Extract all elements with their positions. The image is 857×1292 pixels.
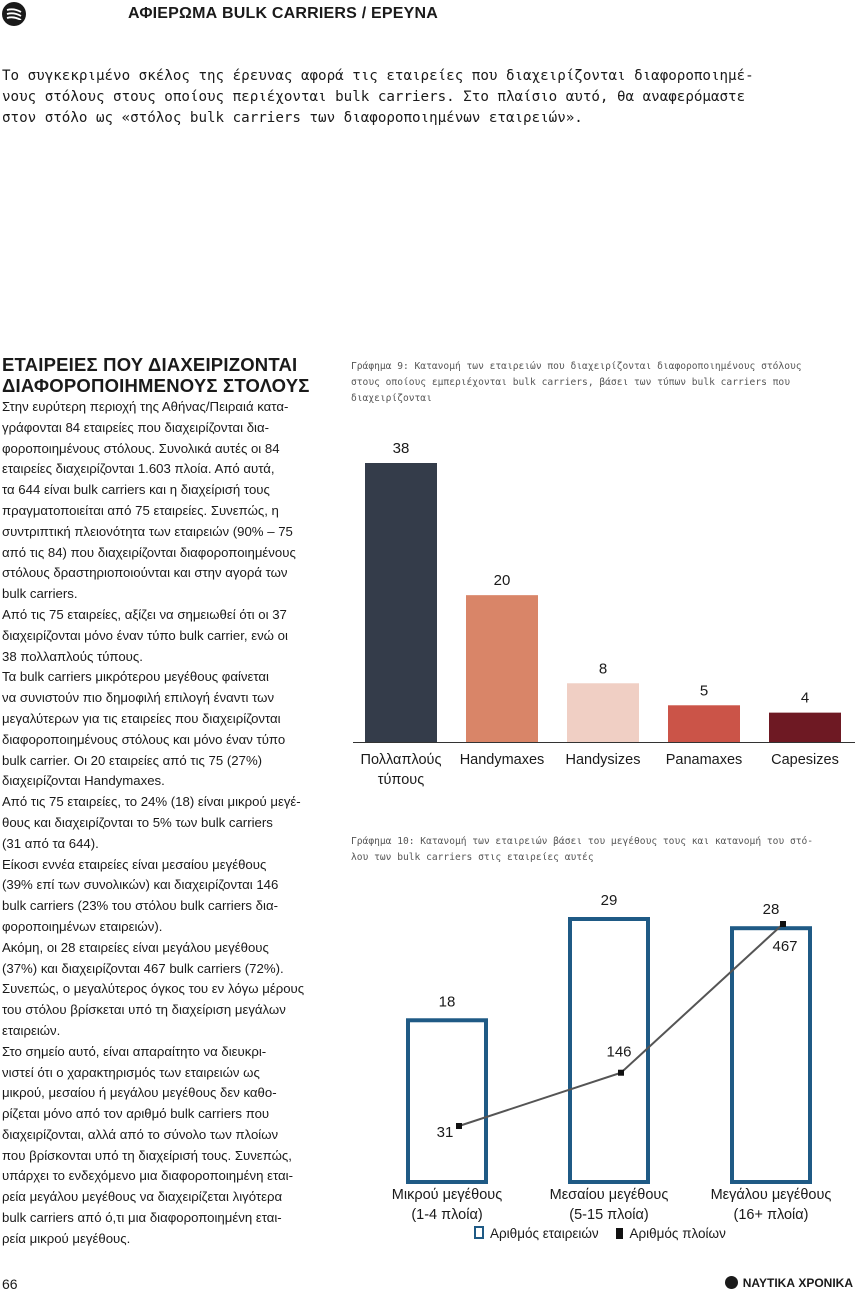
chart9-category-label: Capesizes — [771, 752, 839, 768]
article-body — [2, 397, 342, 1250]
brand-name: ΝΑΥΤΙΚΑ ΧΡΟΝΙΚΑ — [742, 1276, 853, 1290]
chart10-ships-label: 31 — [436, 1124, 454, 1141]
chart10-company-bar — [732, 928, 810, 1182]
chart10-ships-line — [459, 924, 783, 1126]
chart10-caption-line: Γράφημα 10: Κατανομή των εταιρειών βάσει του μεγέθους τους και κατανομή του στό- — [351, 836, 814, 847]
chart9-bar — [567, 683, 639, 742]
body-line: Συνεπώς, ο μεγαλύτερος όγκος του εν λόγω μέρους — [2, 981, 305, 997]
wave-icon — [6, 8, 22, 20]
legend-swatch-square-icon — [616, 1228, 623, 1239]
legend-label: Αριθμός εταιρειών — [490, 1226, 599, 1241]
body-line: μεγαλύτερων για τις εταιρείες που διαχειρίζονται — [2, 710, 281, 726]
intro-line: στον στόλο ως «στόλος bulk carriers των διαφοροποιημένων εταιρειών». — [2, 110, 583, 126]
body-line: νιστεί ότι ο χαρακτηρισμός των εταιρειών ως — [2, 1064, 260, 1080]
legend-item-ships — [616, 1226, 725, 1241]
chart9-bar — [668, 705, 740, 742]
body-line: που βρίσκονται υπό τη διαχείρισή τους. Συνεπώς, — [2, 1147, 292, 1163]
body-line: στόλους δραστηριοποιούνται και στην αγορά των — [2, 565, 288, 581]
section-title-line: ΔΙΑΦΟΡΟΠΟΙΗΜΕΝΟΥΣ ΣΤΟΛΟΥΣ — [2, 375, 310, 396]
chart9-category-label: Handysizes — [565, 752, 641, 768]
chart9-data-label: 8 — [598, 660, 608, 678]
body-line: Από τις 75 εταιρείες, το 24% (18) είναι μικρού μεγέ- — [2, 794, 301, 810]
body-line: bulk carriers από ό,τι μια διαφοροποιημένη εται- — [2, 1210, 282, 1226]
body-line: Ακόμη, οι 28 εταιρείες είναι μεγάλου μεγέθους — [2, 939, 269, 955]
wave-logo-icon — [2, 2, 26, 26]
chart10-company-label: 29 — [600, 892, 618, 909]
page-number: 66 — [2, 1276, 18, 1292]
chart10-company-bar — [408, 1020, 486, 1182]
legend-label: Αριθμός πλοίων — [629, 1226, 726, 1241]
body-line: φοροποιημένων εταιρειών). — [2, 918, 163, 934]
body-line: ρίζεται μόνο από τον αριθμό bulk carriers που — [2, 1106, 270, 1122]
chart9-data-label: 20 — [493, 572, 511, 590]
chart10-category-label: (16+ πλοία) — [733, 1207, 809, 1223]
chart9-category-label: Πολλαπλούς — [360, 752, 442, 768]
chart10-caption-line: λου των bulk carriers στις εταιρείες αυτές — [351, 852, 594, 863]
body-line: διαφοροποιημένους στόλους και μόνο έναν τύπο — [2, 731, 286, 747]
chart9-data-label: 38 — [392, 440, 410, 457]
chart10-category-label: Μεγάλου μεγέθους — [710, 1187, 832, 1203]
chart9-bar — [365, 463, 437, 742]
section-title — [2, 354, 310, 396]
chart10-legend — [474, 1226, 740, 1241]
intro-paragraph — [2, 66, 852, 129]
body-line: να συνιστούν πιο δημοφιλή επιλογή έναντι των — [2, 690, 275, 706]
body-line: Στο σημείο αυτό, είναι απαραίτητο να διευκρι- — [2, 1043, 267, 1059]
body-line: bulk carriers (23% του στόλου bulk carriers δια- — [2, 898, 278, 914]
body-line: διαχειρίζονται, αλλά από το σύνολο των πλοίων — [2, 1126, 279, 1142]
chart10-company-label: 28 — [762, 901, 780, 919]
body-line: του στόλου βρίσκεται υπό τη διαχείριση μεγάλων — [2, 1002, 286, 1018]
chart10-ships-label: 146 — [606, 1043, 632, 1061]
body-line: (39% επί των συνολικών) και διαχειρίζονται 146 — [2, 877, 279, 893]
chart9-caption-line: στους οποίους εμπεριέχονται bulk carriers, βάσει των τύπων bulk carriers που — [351, 377, 790, 388]
body-line: εταιρειών. — [2, 1022, 61, 1038]
chart9-bar — [769, 713, 841, 742]
body-line: υπάρχει το ενδεχόμενο μια διαφοροποιημένη εται- — [2, 1168, 293, 1184]
chart10-ships-marker — [456, 1123, 462, 1129]
body-line: διαχειρίζονται Handymaxes. — [2, 773, 165, 789]
chart9-caption-line: διαχειρίζονται — [351, 393, 432, 404]
chart9-data-label: 4 — [800, 689, 810, 707]
body-line: Τα bulk carriers μικρότερου μεγέθους φαίνεται — [2, 669, 269, 685]
chart9-caption-line: Γράφημα 9: Κατανομή των εταιρειών που διαχειρίζονται διαφοροποιημένους στόλους — [351, 361, 802, 372]
footer-brand — [725, 1276, 853, 1290]
body-line: (31 από τα 644). — [2, 835, 99, 851]
intro-line: Το συγκεκριμένο σκέλος της έρευνας αφορά τις εταιρείες που διαχειρίζονται διαφοροποιημέ- — [2, 68, 754, 84]
body-line: διαχειρίζονται μόνο έναν τύπο bulk carrier, ενώ οι — [2, 627, 288, 643]
body-line: μικρού, μεσαίου ή μεγάλου μεγέθους δεν καθο- — [2, 1085, 277, 1101]
body-line: Από τις 75 εταιρείες, αξίζει να σημειωθεί ότι οι 37 — [2, 606, 287, 622]
chart10-caption — [351, 834, 813, 866]
body-line: πραγματοποιείται από 75 εταιρείες. Συνεπώς, η — [2, 502, 279, 518]
body-line: 38 πολλαπλούς τύπους. — [2, 648, 143, 664]
intro-line: νους στόλους στους οποίους περιέχονται bulk carriers. Στο πλαίσιο αυτό, θα αναφερόμαστε — [2, 89, 746, 105]
body-line: ρεία μικρού μεγέθους. — [2, 1230, 131, 1246]
chart10-ships-marker — [780, 921, 786, 927]
chart9-category-label: τύπους — [377, 772, 425, 788]
chart10-category-label: (1-4 πλοία) — [411, 1207, 483, 1223]
body-line: Στην ευρύτερη περιοχή της Αθήνας/Πειραιά κατα- — [2, 399, 289, 414]
body-line: φοροποιημένους στόλους. Συνολικά αυτές οι 84 — [2, 440, 280, 456]
body-line: θους και διαχειρίζονται το 5% των bulk carriers — [2, 814, 273, 830]
legend-swatch-outline-icon — [474, 1226, 484, 1239]
page-header-title: ΑΦΙΕΡΩΜΑ BULK CARRIERS / ΕΡΕΥΝΑ — [128, 5, 438, 22]
chart10-combo-chart — [351, 880, 857, 1225]
body-line: Είκοσι εννέα εταιρείες είναι μεσαίου μεγέθους — [2, 856, 267, 872]
chart9-category-label: Handymaxes — [459, 752, 545, 768]
chart10-category-label: Μικρού μεγέθους — [391, 1187, 503, 1203]
section-title-line: ΕΤΑΙΡΕΙΕΣ ΠΟΥ ΔΙΑΧΕΙΡΙΖΟΝΤΑΙ — [2, 354, 298, 375]
body-line: (37%) και διαχειρίζονται 467 bulk carriers (72%). — [2, 960, 284, 976]
body-line: από τις 84) που διαχειρίζονται διαφοροποιημένους — [2, 544, 296, 560]
chart9-data-label: 5 — [699, 682, 709, 700]
body-line: γράφονται 84 εταιρείες που διαχειρίζονται δια- — [2, 419, 270, 435]
body-line: bulk carrier. Οι 20 εταιρείες από τις 75 (27%) — [2, 752, 263, 768]
chart9-bar-chart — [351, 430, 857, 800]
body-line: bulk carriers. — [2, 586, 78, 602]
brand-logo-icon — [725, 1276, 738, 1289]
body-line: συντριπτική πλειονότητα των εταιρειών (90% – 75 — [2, 523, 293, 539]
chart10-category-label: (5-15 πλοία) — [569, 1207, 649, 1223]
body-line: ρεία μεγάλου μεγέθους να διαχειρίζεται λιγότερα — [2, 1189, 283, 1205]
body-line: εταιρείες διαχειρίζονται 1.603 πλοία. Από αυτά, — [2, 461, 275, 477]
legend-item-companies — [474, 1226, 599, 1241]
chart9-bar — [466, 595, 538, 742]
chart10-category-label: Μεσαίου μεγέθους — [549, 1187, 669, 1203]
chart10-ships-marker — [618, 1070, 624, 1076]
chart9-category-label: Panamaxes — [665, 752, 743, 768]
body-line: τα 644 είναι bulk carriers και η διαχείρισή τους — [2, 482, 270, 498]
chart9-caption — [351, 359, 802, 407]
chart10-ships-label: 467 — [772, 938, 798, 955]
chart10-company-label: 18 — [438, 993, 456, 1011]
